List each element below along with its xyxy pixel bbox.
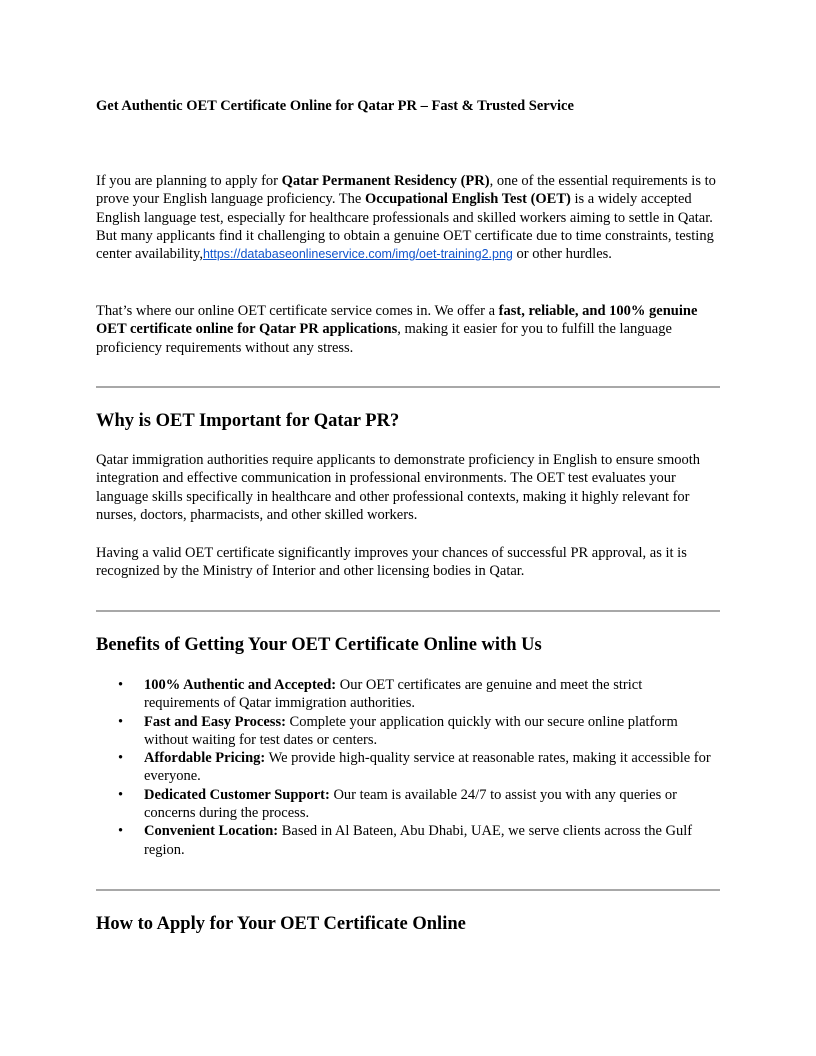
benefit-label: Dedicated Customer Support: [144,786,330,803]
benefit-label: 100% Authentic and Accepted: [144,677,337,693]
section1-paragraph-1: Qatar immigration authorities require applicants to demonstrate proficiency in English to ensure smooth integration and effective communication in professional environments. The OET test evaluates your language skills specifically in healthcare and other professional contexts, making it highly relevant for nurses, doctors, pharmacists, and other skilled workers. [96,452,701,523]
list-item [96,786,720,823]
intro-text-a: If you are planning to apply for [96,173,282,189]
intro-paragraph-2 [96,302,720,357]
intro2-text-a: That’s where our online OET certificate service comes in. We offer a [96,303,499,319]
divider-3 [96,889,720,891]
benefit-text: Our OET certificates are genuine and meet the strict requirements of Qatar immigration authorities. [144,677,643,712]
benefit-label: Convenient Location: [144,823,279,840]
intro-text-c: , one of the essential requirements is to prove your English language proficiency. The [96,173,716,208]
list-item [96,822,720,859]
section1-heading: Why is OET Important for Qatar PR? [96,411,400,431]
list-item [96,749,720,786]
document-title: Get Authentic OET Certificate Online for Qatar PR – Fast & Trusted Service [96,98,574,114]
intro-link[interactable]: https://databaseonlineservice.com/img/oet-training2.png [202,247,513,262]
benefit-text: Based in Al Bateen, Abu Dhabi, UAE, we serve clients across the Gulf region. [144,823,693,858]
benefit-text: Complete your application quickly with our secure online platform without waiting for test dates or centers. [144,713,678,748]
benefit-text: Our team is available 24/7 to assist you with any queries or concerns during the process. [144,786,677,822]
list-item [96,676,720,713]
list-item [96,713,720,750]
intro2-bold: fast, reliable, and 100% genuine OET certificate online for Qatar PR applications [96,303,698,338]
intro-paragraph-1 [96,172,720,263]
section3-heading: How to Apply for Your OET Certificate Online [96,914,466,934]
benefit-text: We provide high-quality service at reasonable rates, making it accessible for everyone. [144,750,711,785]
intro-text-f: or other hurdles. [512,246,612,263]
intro-bold-pr: Qatar Permanent Residency (PR) [281,173,490,189]
intro-bold-oet: Occupational English Test (OET) [364,191,571,208]
section1-paragraph-2: Having a valid OET certificate significantly improves your chances of successful PR approval, as it is recognized by the Ministry of Interior and other licensing bodies in Qatar. [96,545,687,580]
benefit-label: Fast and Easy Process: [144,713,286,730]
divider-1 [96,386,720,388]
divider-2 [96,610,720,612]
intro-text-e: is a widely accepted English language test, especially for healthcare professionals and skilled workers aiming to settle in Qatar. But many applicants find it challenging to obtain a genuine OET certificate due to time constraints, testing center availability, [96,191,714,263]
intro2-text-c: , making it easier for you to fulfill the language proficiency requirements without any stress. [96,321,672,356]
benefit-label: Affordable Pricing: [144,750,266,767]
section2-heading: Benefits of Getting Your OET Certificate Online with Us [96,635,542,655]
benefits-list [96,676,720,859]
